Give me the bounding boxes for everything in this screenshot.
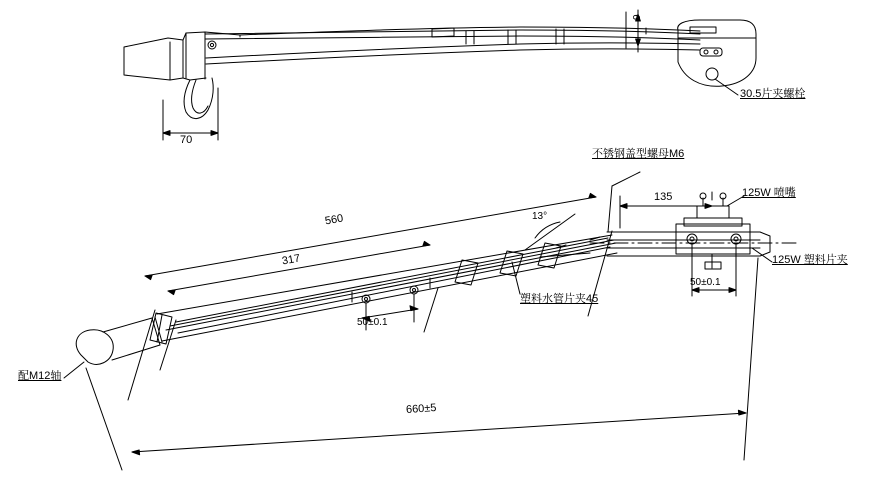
callout-nozzle-125w: 125W 喷嘴 xyxy=(742,187,796,199)
dimension-135: 135 xyxy=(654,191,673,203)
dimension-angle-13: 13° xyxy=(532,211,548,222)
dimension-9: 9 xyxy=(632,14,643,20)
callout-plastic-hose-clip-45: 塑料水管片夹45 xyxy=(520,293,599,305)
dimension-50-left: 50±0.1 xyxy=(357,317,388,328)
callout-clip-bolt: 30.5片夹螺栓 xyxy=(740,88,806,100)
dimension-50-right: 50±0.1 xyxy=(690,277,721,288)
dimension-660: 660±5 xyxy=(405,401,437,417)
callout-m12-shaft: 配M12轴 xyxy=(18,370,62,382)
top-view-geometry xyxy=(124,10,756,140)
callout-plastic-clip-125w: 125W 塑料片夹 xyxy=(772,254,848,266)
dimension-560: 560 xyxy=(324,212,345,228)
dimension-317: 317 xyxy=(281,252,302,268)
callout-stainless-cap-nut: 不锈钢盖型螺母M6 xyxy=(592,148,685,160)
plan-view-geometry xyxy=(64,172,800,470)
dimension-70: 70 xyxy=(180,134,193,146)
